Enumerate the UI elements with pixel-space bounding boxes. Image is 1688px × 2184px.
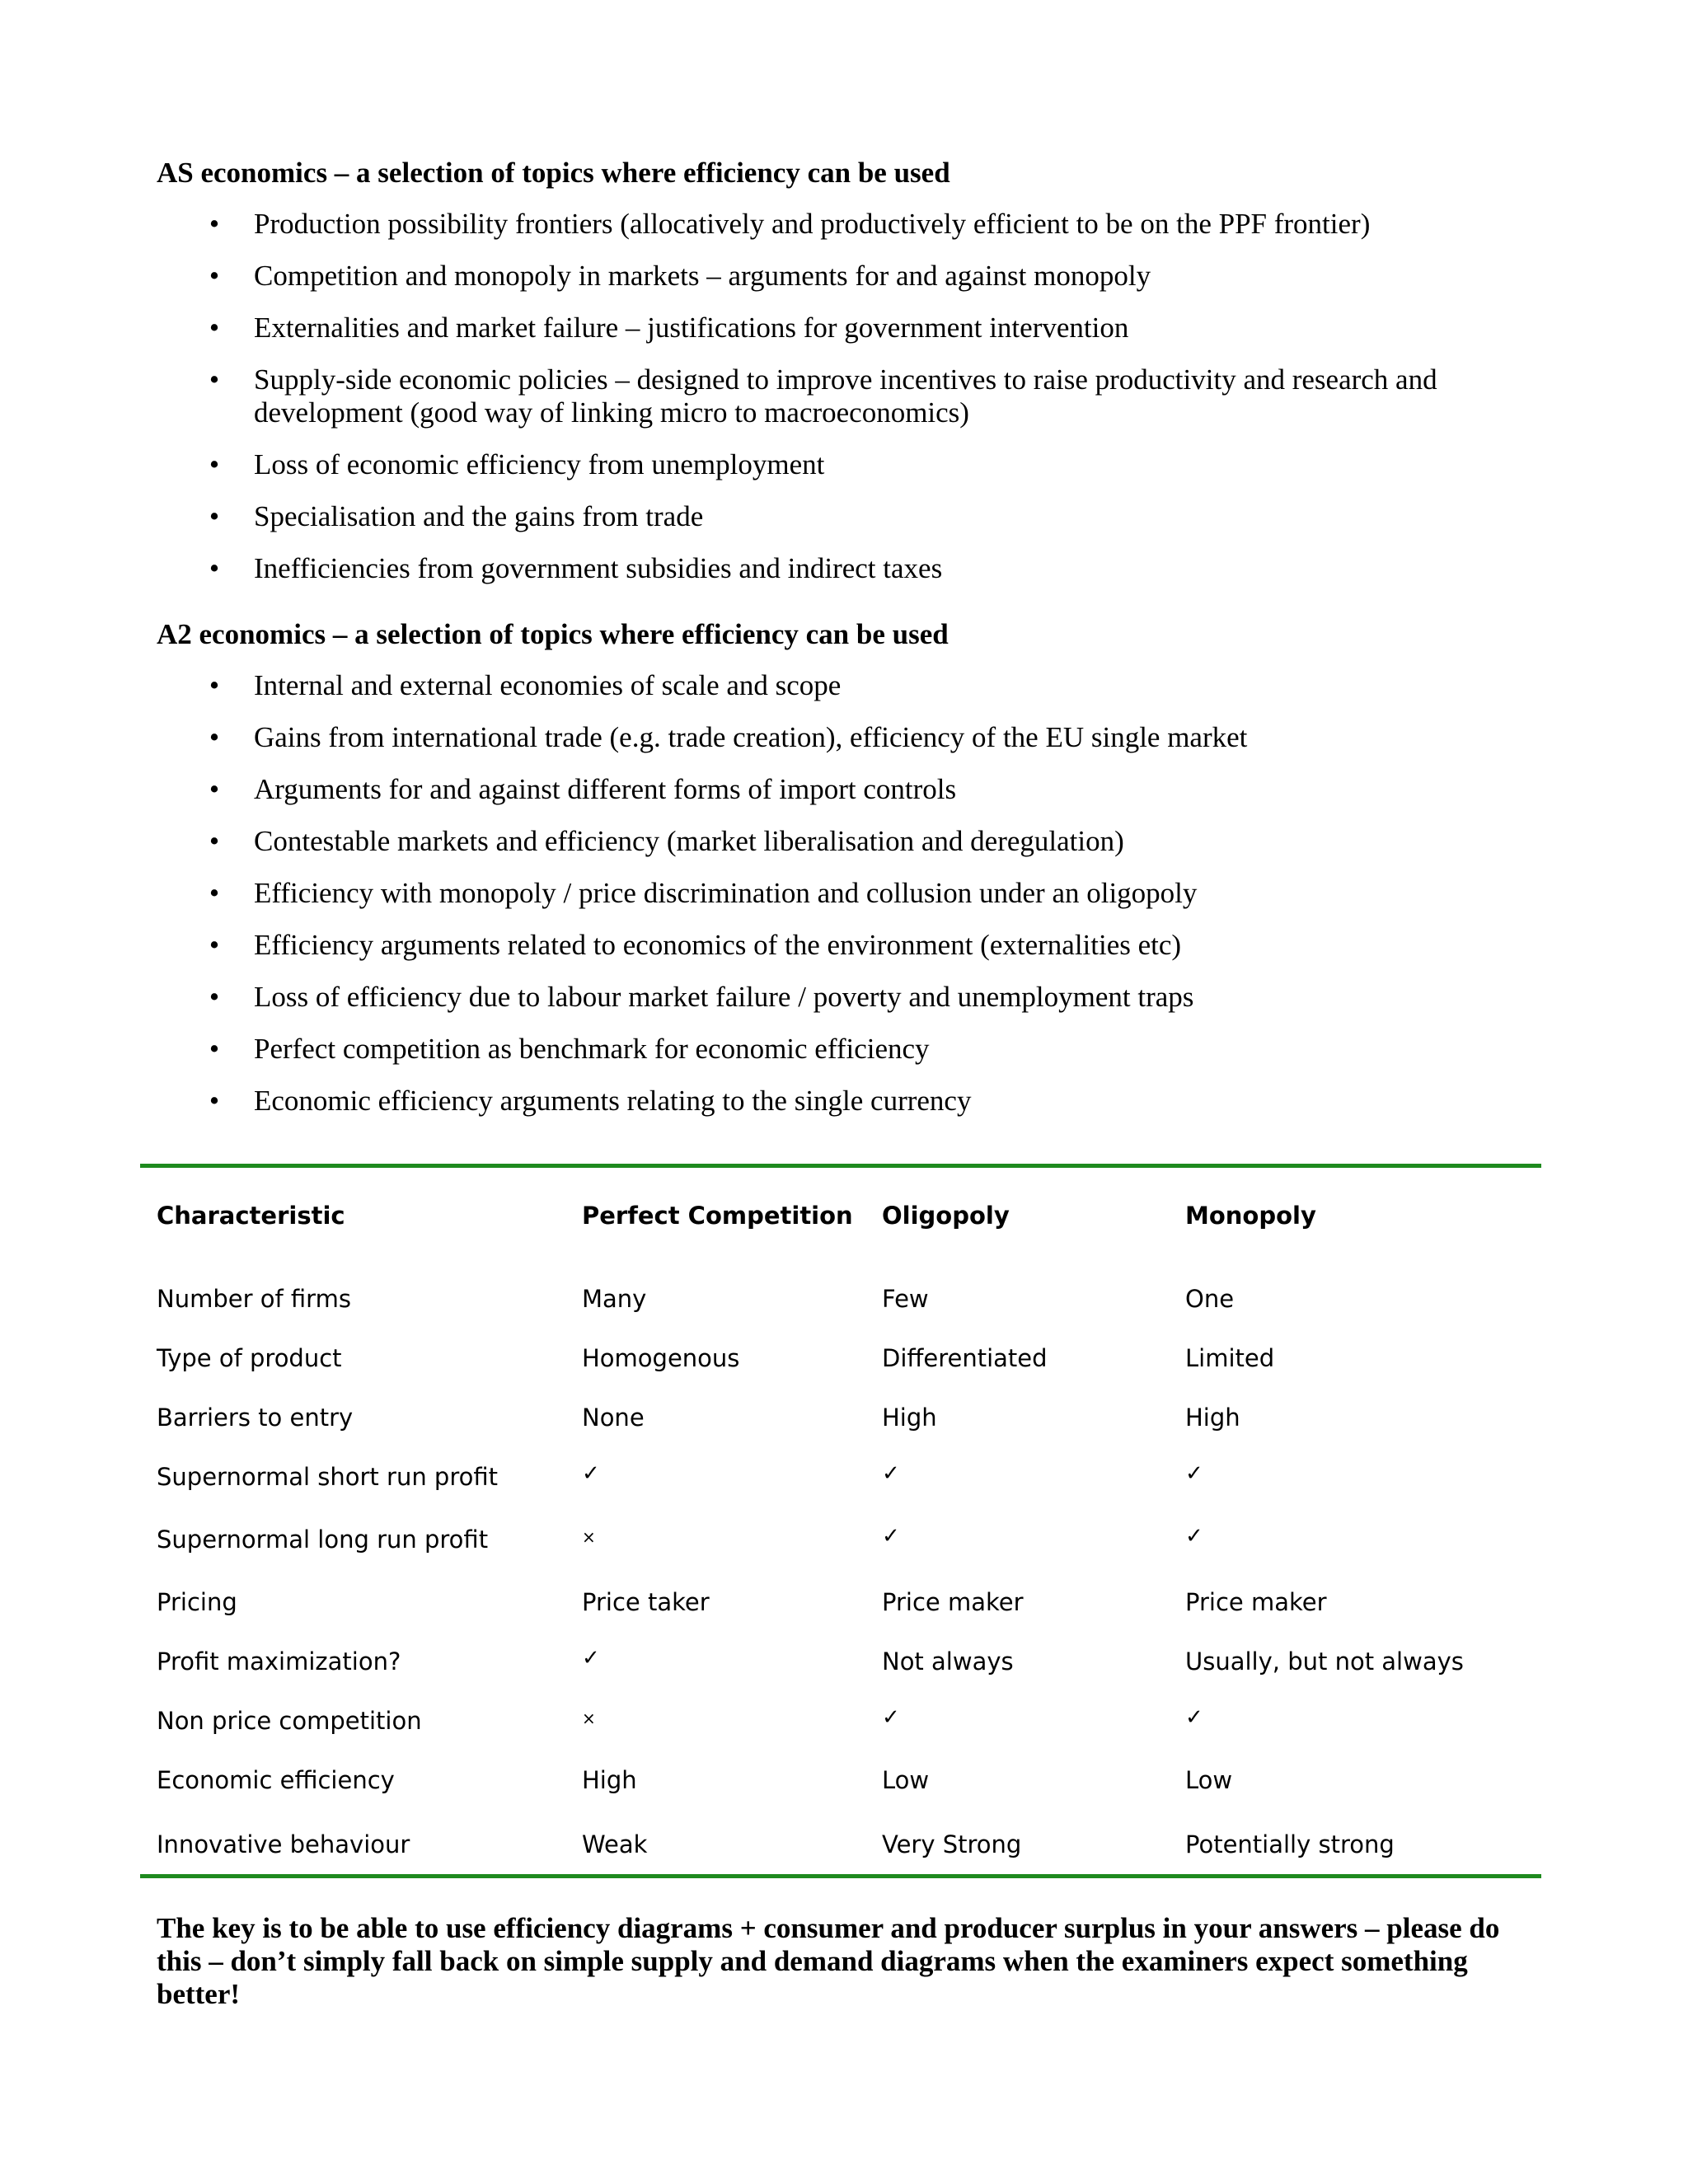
- table-cell: Economic efficiency: [157, 1766, 395, 1794]
- table-header-row: [157, 1187, 1531, 1244]
- list-item: [0, 773, 1457, 806]
- table-cell: Type of product: [157, 1344, 342, 1372]
- table-row: [157, 1632, 1531, 1691]
- bullet-icon: •: [209, 312, 220, 344]
- header-oligopoly: Oligopoly: [882, 1202, 1010, 1230]
- bullet-icon: •: [209, 552, 220, 584]
- table-cell: Many: [582, 1285, 647, 1313]
- check-icon: ✓: [582, 1461, 600, 1486]
- check-icon: ✓: [1185, 1461, 1203, 1486]
- list-item-text: Production possibility frontiers (allocatively and productively efficient to be on the PPF frontier): [254, 208, 1371, 240]
- bullet-icon: •: [209, 773, 220, 805]
- list-item: [0, 1085, 1457, 1118]
- table-cell: [582, 1691, 882, 1750]
- table-row: [157, 1691, 1531, 1750]
- table-row: [157, 1810, 1531, 1879]
- bullet-icon: •: [209, 500, 220, 532]
- table-cell: Price taker: [582, 1588, 710, 1616]
- list-item: [0, 877, 1457, 910]
- table-cell: [882, 1691, 1185, 1750]
- table-cell: Non price competition: [157, 1707, 422, 1735]
- bullet-icon: •: [209, 1033, 220, 1065]
- bullet-icon: •: [209, 448, 220, 480]
- table-cell: Not always: [882, 1647, 1014, 1675]
- as-topic-list: [0, 208, 1457, 604]
- table-cell: [882, 1447, 1185, 1507]
- cross-icon: ×: [582, 1708, 596, 1728]
- table-cell: Innovative behaviour: [157, 1830, 410, 1858]
- table-cell: Supernormal long run profit: [157, 1526, 489, 1554]
- table-cell: Price maker: [882, 1588, 1024, 1616]
- table-cell: Profit maximization?: [157, 1647, 401, 1675]
- header-characteristic: Characteristic: [157, 1202, 345, 1230]
- list-item-text: Perfect competition as benchmark for economic efficiency: [254, 1033, 930, 1065]
- table-row: [157, 1750, 1531, 1810]
- table-cell: Low: [882, 1766, 930, 1794]
- bullet-icon: •: [209, 825, 220, 857]
- table-cell: Few: [882, 1285, 929, 1313]
- bullet-icon: •: [209, 260, 220, 292]
- check-icon: ✓: [582, 1646, 600, 1671]
- closing-note: The key is to be able to use efficiency diagrams + consumer and producer surplus in your answers – please do this – don’t simply fall back on simple supply and demand diagrams when the examiners expect something better!: [157, 1912, 1500, 2010]
- table-cell: [1185, 1691, 1531, 1750]
- a2-section-heading: A2 economics – a selection of topics where efficiency can be used: [157, 618, 949, 650]
- table-cell: [582, 1507, 882, 1572]
- table-row: [157, 1388, 1531, 1447]
- bullet-icon: •: [209, 721, 220, 753]
- bullet-icon: •: [209, 669, 220, 701]
- table-cell: [582, 1447, 882, 1507]
- list-item: [0, 929, 1457, 962]
- market-structure-table: [157, 1187, 1531, 1879]
- table-cell: Potentially strong: [1185, 1830, 1395, 1858]
- table-cell: Homogenous: [582, 1344, 740, 1372]
- list-item: [0, 669, 1457, 702]
- table-top-rule: [140, 1164, 1541, 1168]
- table-cell: Barriers to entry: [157, 1404, 354, 1432]
- list-item-text: Arguments for and against different forms of import controls: [254, 773, 957, 805]
- as-section-heading: AS economics – a selection of topics where efficiency can be used: [157, 157, 950, 189]
- list-item-text: Loss of efficiency due to labour market failure / poverty and unemployment traps: [254, 981, 1194, 1013]
- check-icon: ✓: [882, 1461, 900, 1486]
- check-icon: ✓: [882, 1524, 900, 1549]
- list-item: [0, 312, 1457, 344]
- list-item: [0, 208, 1457, 241]
- list-item-text: Inefficiencies from government subsidies and indirect taxes: [254, 552, 943, 584]
- table-row: [157, 1269, 1531, 1329]
- table-cell: [1185, 1507, 1531, 1572]
- table-cell: Weak: [582, 1830, 648, 1858]
- table-cell: Usually, but not always: [1185, 1647, 1464, 1675]
- table-cell: Low: [1185, 1766, 1233, 1794]
- list-item-text: Efficiency with monopoly / price discrimination and collusion under an oligopoly: [254, 877, 1198, 909]
- table-bottom-rule: [140, 1874, 1541, 1878]
- table-cell: Differentiated: [882, 1344, 1048, 1372]
- table-cell: [882, 1507, 1185, 1572]
- check-icon: ✓: [1185, 1524, 1203, 1549]
- list-item: [0, 1033, 1457, 1066]
- a2-topic-list: [0, 669, 1457, 1137]
- table-cell: Supernormal short run profit: [157, 1463, 499, 1491]
- table-cell: High: [882, 1404, 937, 1432]
- header-perfect-competition: Perfect Competition: [582, 1202, 853, 1230]
- cross-icon: ×: [582, 1527, 596, 1547]
- list-item-text: Supply-side economic policies – designed to improve incentives to raise productivity and research and development (good way of linking micro to macroeconomics): [254, 363, 1437, 429]
- table-cell: High: [1185, 1404, 1240, 1432]
- list-item-text: Competition and monopoly in markets – arguments for and against monopoly: [254, 260, 1151, 292]
- table-cell: [1185, 1447, 1531, 1507]
- list-item-text: Internal and external economies of scale and scope: [254, 669, 842, 701]
- table-cell: One: [1185, 1285, 1235, 1313]
- table-cell: None: [582, 1404, 645, 1432]
- list-item-text: Loss of economic efficiency from unemployment: [254, 448, 825, 480]
- table-cell: Very Strong: [882, 1830, 1022, 1858]
- bullet-icon: •: [209, 929, 220, 961]
- header-monopoly: Monopoly: [1185, 1202, 1316, 1230]
- list-item: [0, 552, 1457, 585]
- table-cell: Number of firms: [157, 1285, 351, 1313]
- bullet-icon: •: [209, 1085, 220, 1117]
- table-cell: High: [582, 1766, 637, 1794]
- list-item: [0, 981, 1457, 1014]
- list-item: [0, 721, 1457, 754]
- table-cell: Pricing: [157, 1588, 237, 1616]
- list-item-text: Efficiency arguments related to economics of the environment (externalities etc): [254, 929, 1182, 961]
- table-cell: Limited: [1185, 1344, 1275, 1372]
- table-row: [157, 1447, 1531, 1507]
- table-cell: [582, 1632, 882, 1691]
- table-row: [157, 1329, 1531, 1388]
- bullet-icon: •: [209, 981, 220, 1013]
- check-icon: ✓: [882, 1705, 900, 1730]
- list-item: [0, 500, 1457, 533]
- bullet-icon: •: [209, 363, 220, 396]
- bullet-icon: •: [209, 208, 220, 240]
- list-item-text: Externalities and market failure – justifications for government intervention: [254, 312, 1129, 344]
- list-item: [0, 825, 1457, 858]
- list-item: [0, 363, 1457, 429]
- list-item-text: Economic efficiency arguments relating to the single currency: [254, 1085, 972, 1117]
- check-icon: ✓: [1185, 1705, 1203, 1730]
- bullet-icon: •: [209, 877, 220, 909]
- table-cell: Price maker: [1185, 1588, 1327, 1616]
- table-row: [157, 1572, 1531, 1632]
- table-spacer-row: [157, 1244, 1531, 1269]
- list-item: [0, 448, 1457, 481]
- list-item-text: Specialisation and the gains from trade: [254, 500, 704, 532]
- table-row: [157, 1507, 1531, 1572]
- list-item-text: Contestable markets and efficiency (market liberalisation and deregulation): [254, 825, 1124, 857]
- list-item: [0, 260, 1457, 293]
- list-item-text: Gains from international trade (e.g. trade creation), efficiency of the EU single market: [254, 721, 1248, 753]
